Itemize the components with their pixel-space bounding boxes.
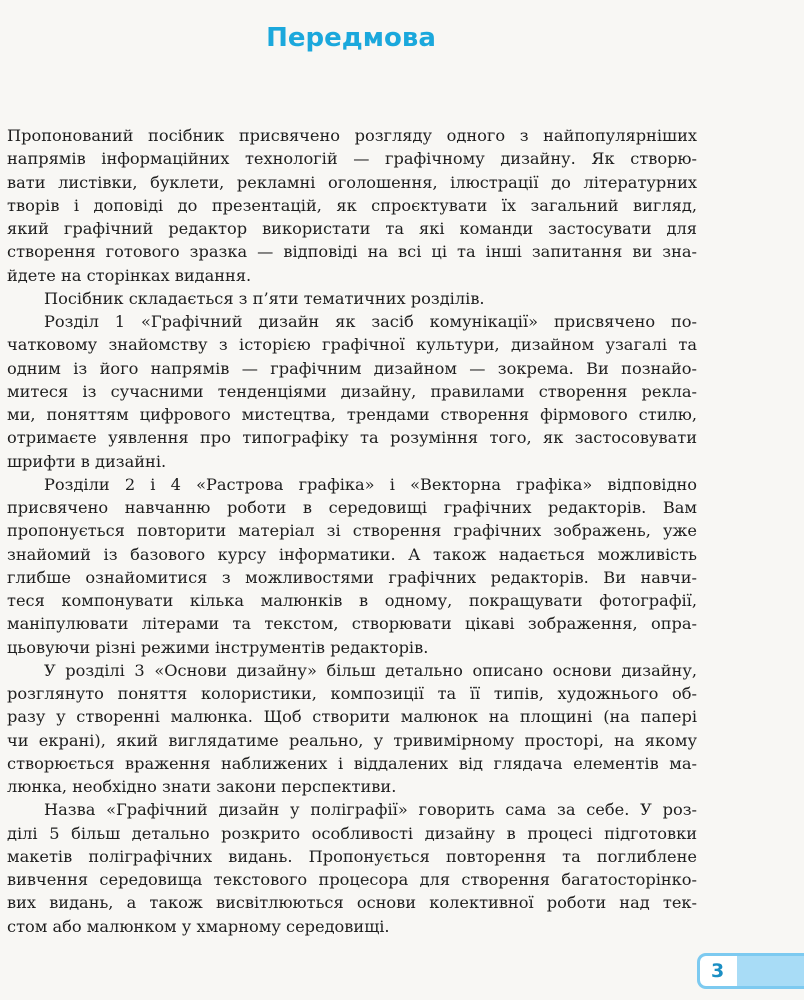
- text-line: митеся із сучасними тенденціями дизайну, правилами створення рекла-: [7, 381, 697, 401]
- page-number-badge: [697, 953, 804, 989]
- text-line: чатковому знайомству з історією графічної культури, дизайном узагалі та: [7, 335, 697, 355]
- text-line: разу у створенні малюнка. Щоб створити малюнок на площині (на папері: [7, 707, 697, 727]
- text-line: вих видань, а також висвітлюються основи колективної роботи над тек-: [7, 893, 697, 913]
- text-line: маніпулювати літерами та текстом, створювати цікаві зображення, опра-: [7, 614, 697, 634]
- text-line: Пропонований посібник присвячено розгляду одного з найпопулярніших: [7, 126, 697, 145]
- text-line: отримаєте уявлення про типографіку та розуміння того, як застосовувати: [7, 428, 697, 448]
- text-line: напрямів інформаційних технологій — графічному дизайну. Як створю-: [7, 149, 697, 169]
- text-line: вивчення середовища текстового процесора для створення багатосторінко-: [7, 870, 697, 889]
- text-line: одним із його напрямів — графічним дизайном — зокрема. Ви познайо-: [7, 358, 697, 378]
- text-line: Назва «Графічний дизайн у поліграфії» говорить сама за себе. У роз-: [44, 800, 697, 820]
- text-line: теся компонувати кілька малюнків в одному, покращувати фотографії,: [7, 591, 697, 610]
- text-line: Розділи 2 і 4 «Растрова графіка» і «Векторна графіка» відповідно: [44, 474, 697, 494]
- text-line: стом або малюнком у хмарному середовищі.: [7, 916, 390, 936]
- text-line: чи екрані), який виглядатиме реально, у тривимірному просторі, на якому: [7, 730, 697, 750]
- preface-body: [7, 124, 697, 938]
- page-number: 3: [700, 956, 737, 986]
- text-line: знайомий із базового курсу інформатики. А також надається можливість: [7, 544, 697, 564]
- text-line: присвячено навчанню роботи в середовищі графічних редакторів. Вам: [7, 498, 697, 517]
- text-line: ми, поняттям цифрового мистецтва, трендами створення фірмового стилю,: [7, 405, 697, 424]
- text-line: пропонується повторити матеріал зі створення графічних зображень, уже: [7, 521, 697, 541]
- text-line: Розділ 1 «Графічний дизайн як засіб комунікації» присвячено по-: [44, 312, 697, 331]
- text-line: який графічний редактор використати та які команди застосувати для: [7, 219, 697, 238]
- text-line: розглянуто поняття колористики, композиції та її типів, художнього об-: [7, 684, 697, 703]
- text-line: макетів поліграфічних видань. Пропонується повторення та поглиблене: [7, 846, 697, 866]
- page-title: Передмова: [266, 23, 436, 54]
- text-line: створюється враження наближених і віддалених від глядача елементів ма-: [7, 753, 697, 773]
- text-line: ділі 5 більш детально розкрито особливості дизайну в процесі підготовки: [7, 823, 697, 843]
- text-line: створення готового зразка — відповіді на всі ці та інші запитання ви зна-: [7, 242, 697, 262]
- text-line: шрифти в дизайні.: [7, 451, 167, 471]
- text-line: люнка, необхідно знати закони перспективи.: [7, 777, 397, 796]
- text-line: йдете на сторінках видання.: [7, 265, 252, 285]
- text-line: вати листівки, буклети, рекламні оголошення, ілюстрації до літературних: [7, 172, 697, 192]
- text-line: цьовуючи різні режими інструментів редакторів.: [7, 637, 429, 657]
- text-line: Посібник складається з п’яти тематичних розділів.: [44, 288, 485, 308]
- text-line: глибше ознайомитися з можливостями графічних редакторів. Ви навчи-: [7, 567, 697, 587]
- text-line: творів і доповіді до презентацій, як спроєктувати їх загальний вигляд,: [7, 195, 697, 215]
- text-line: У розділі 3 «Основи дизайну» більш детально описано основи дизайну,: [44, 660, 697, 680]
